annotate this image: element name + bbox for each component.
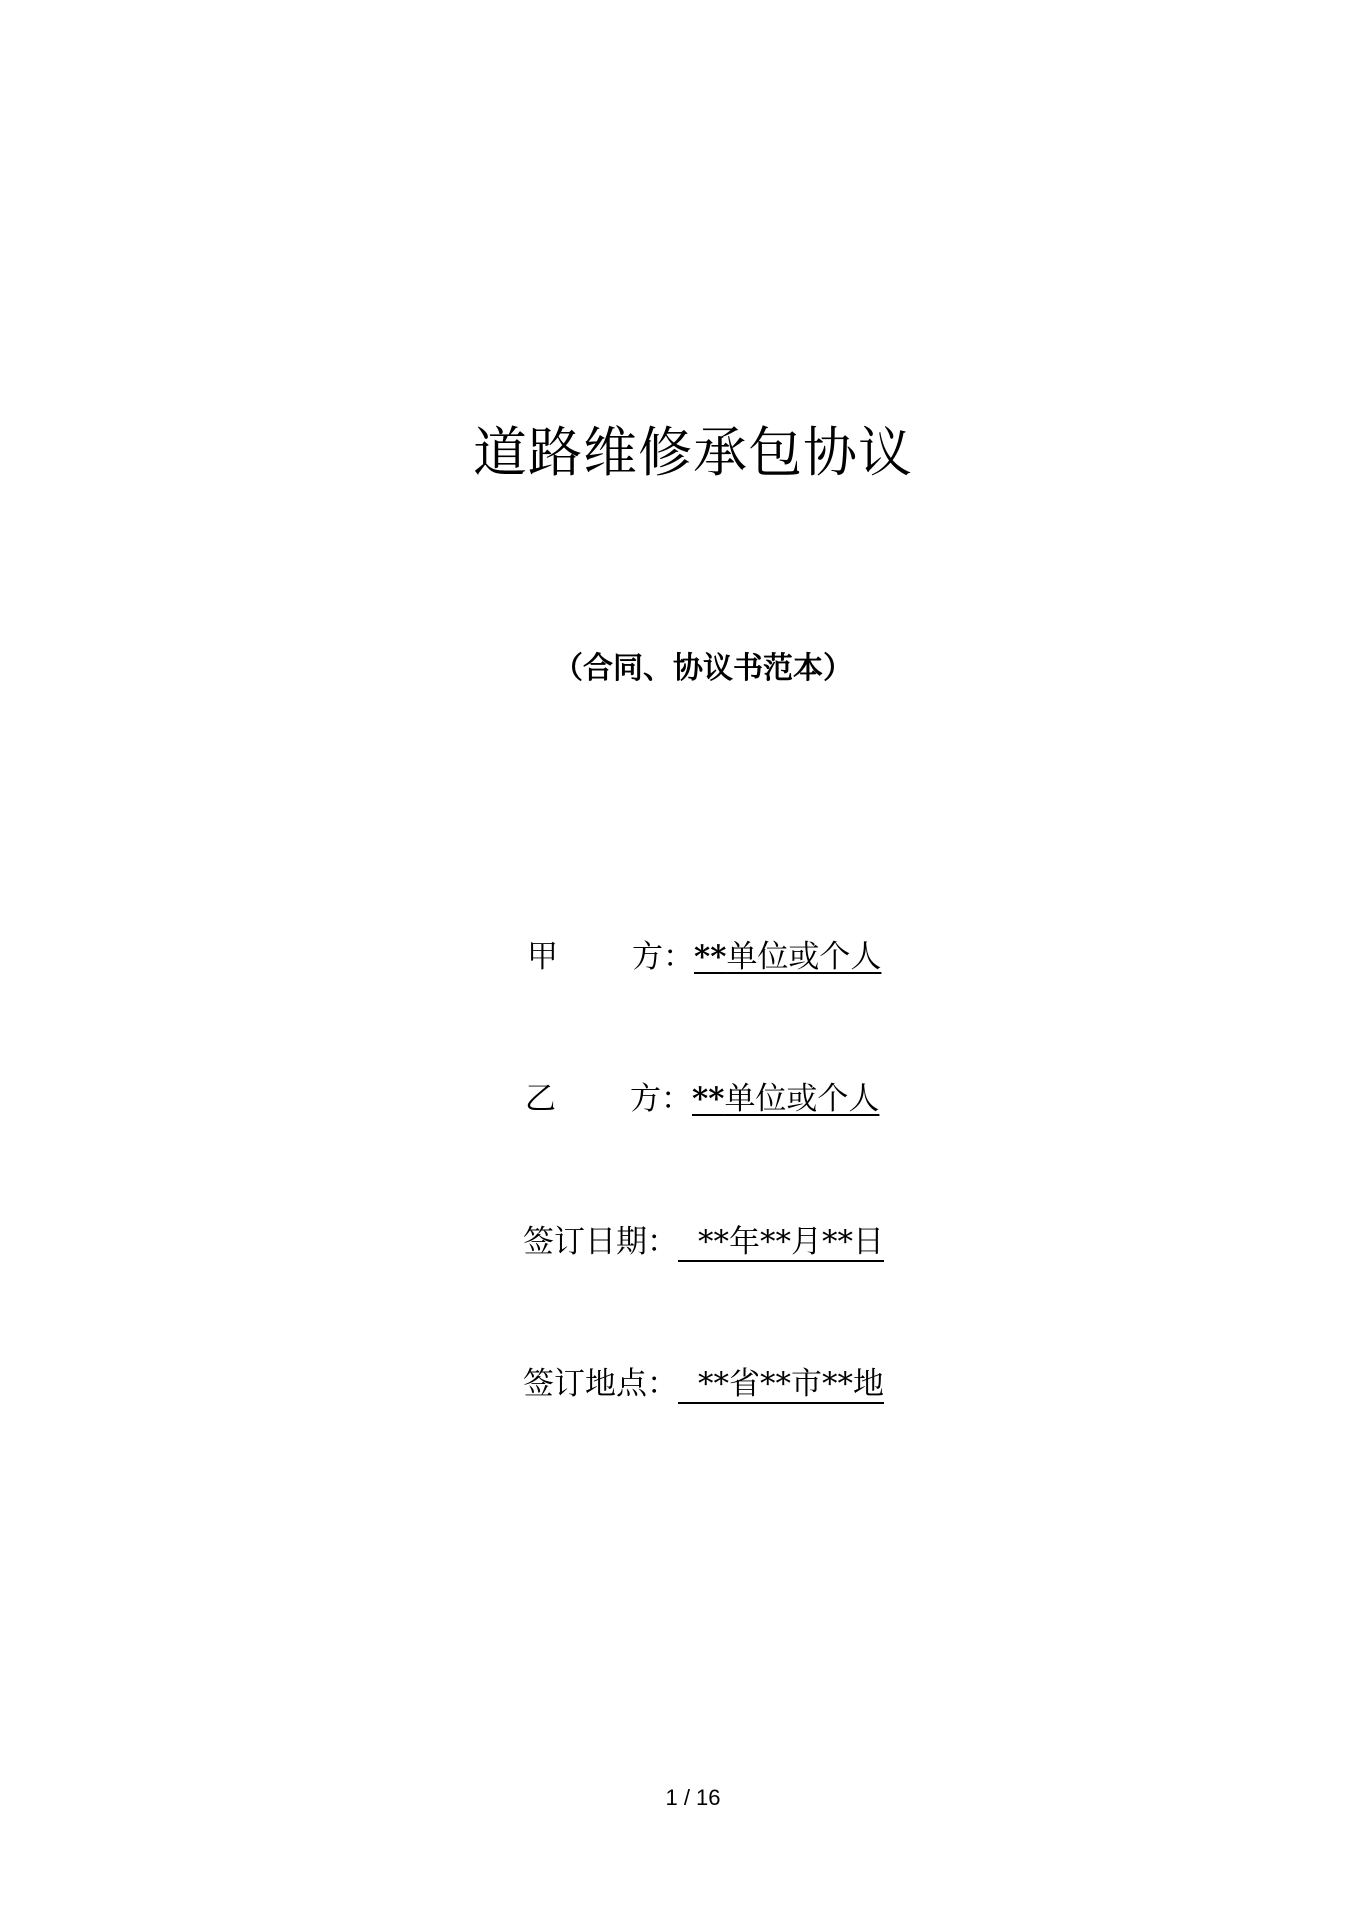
signing-place-value: **省**市**地 [678,1366,884,1404]
party-b-value-prefix: ** [692,1081,725,1117]
party-a-value: 单位或个人 [726,939,882,975]
party-a-row [527,935,881,979]
signing-date-value: **年**月**日 [678,1224,884,1262]
party-b-label-last: 方： [630,1081,692,1117]
party-a-label-first: 甲 [527,939,558,975]
document-title: 道路维修承包协议 [473,421,913,484]
signing-place-row [523,1362,884,1406]
signing-date-row [523,1220,884,1264]
page-number: 1 / 16 [665,1785,721,1810]
party-a-label-last: 方： [632,939,694,975]
party-a-value-prefix: ** [694,939,727,975]
party-b-label-first: 乙 [525,1081,556,1117]
signing-date-label: 签订日期： [523,1224,678,1260]
signing-place-label: 签订地点： [523,1366,678,1402]
party-b-value: 单位或个人 [724,1081,880,1117]
document-subtitle: （合同、协议书范本） [553,651,853,686]
party-b-row [525,1077,879,1121]
